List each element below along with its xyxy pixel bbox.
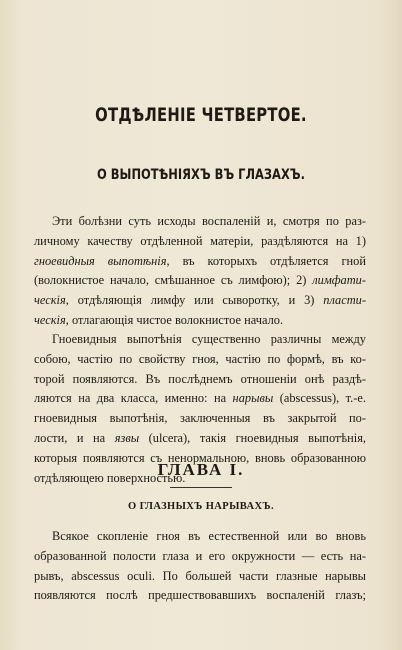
text-line: образованной полости глаза и его окружности — есть на-: [34, 548, 366, 563]
section-heading: ОТДѢЛЕНІЕ ЧЕТВЕРТОЕ.: [95, 104, 307, 126]
divider-rule: [170, 487, 232, 488]
section-subheading: О ВЫПОТѢНІЯХЪ ВЪ ГЛАЗАХЪ.: [97, 167, 305, 183]
text-line: (волокнистое начало, смѣшанное съ лимфою); 2) лимфати-: [34, 273, 366, 288]
text-line: появляются послѣ предшествовавшихъ воспаленій глазъ;: [34, 588, 366, 603]
text-line: гноевидныя выпотѣнія, заключенныя въ закрытой по-: [34, 411, 366, 426]
chapter-title: ГЛАВА I.: [157, 460, 245, 479]
paragraph-intro: [34, 212, 366, 331]
text-line: лости, и на язвы (ulcera), такія гноевидныя выпотѣнія,: [34, 430, 366, 445]
text-line: ческія, отдѣляющія лимфу или сыворотку, и 3) пласти-: [34, 293, 366, 308]
paragraph-abscess: [34, 527, 366, 606]
text-line: ческія, отлагающія чистое волокнистое начало.: [34, 312, 284, 327]
chapter-subtitle: О ГЛАЗНЫХЪ НАРЫВАХЪ.: [128, 501, 274, 512]
italic-term: гноевидныя выпотѣнія: [34, 253, 167, 268]
text-line: Эти болѣзни суть исходы воспаленій и, смотря по раз-: [52, 214, 366, 228]
italic-term: ческія: [34, 312, 66, 327]
italic-term: ческія: [34, 293, 66, 308]
text-line: ляются на два класса, именно: на нарывы (abscessus), т.-е.: [34, 391, 366, 406]
text-line: собою, частію по свойству гноя, частію по формѣ, въ ко-: [34, 351, 366, 366]
text-line: гноевидныя выпотѣнія, въ которыхъ отдѣляется гной: [34, 253, 366, 268]
text-line: рывъ, abscessus oculi. По большей части глазные нарывы: [34, 568, 366, 583]
italic-term: язвы: [114, 430, 140, 445]
text-line: которыя появляются съ ненормальною, вновь образованною: [34, 450, 366, 465]
text-line: Гноевидныя выпотѣнія существенно различны между: [52, 332, 366, 346]
italic-term: лимфати-: [312, 273, 366, 288]
text-line: торой появляются. Въ послѣднемъ отношеніи онѣ раздѣ-: [34, 371, 366, 386]
text-line: отдѣляющею поверхностью.: [34, 470, 186, 485]
italic-term: пласти-: [323, 293, 366, 308]
text-line: личному качеству отдѣленной матеріи, раздѣляются на 1): [34, 233, 366, 248]
text-line: Всякое скопленіе гноя въ естественной или во вновь: [52, 529, 366, 543]
italic-term: нарывы: [232, 391, 274, 406]
